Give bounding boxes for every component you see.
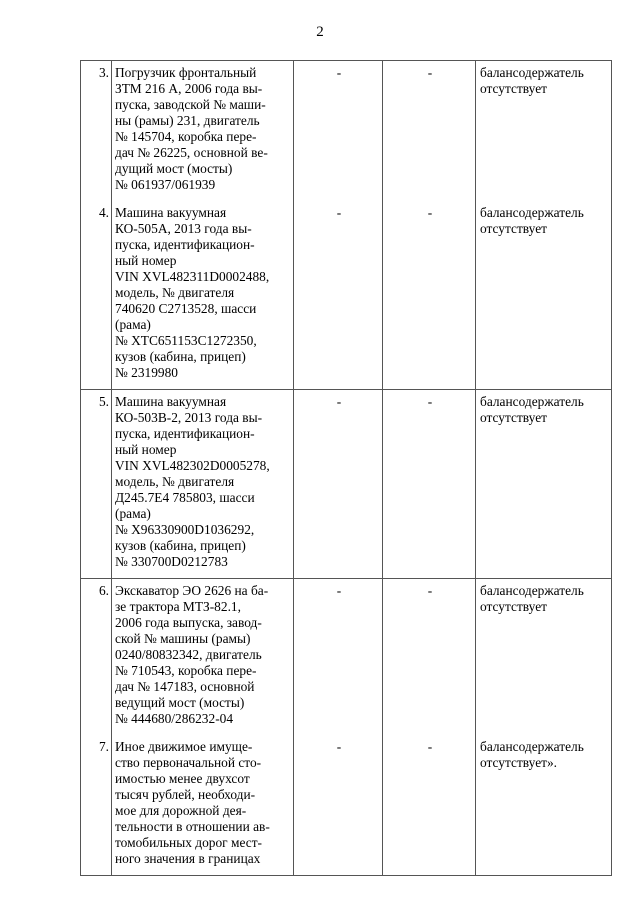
table-row	[81, 201, 612, 390]
item-description: Иное движимое имуще- ство первоначальной сто- имостью менее двухсот тысяч рублей, необходи- мое для дорожной дея- тельности в отношении ав- томобильных дорог мест- ного значения в границах	[112, 735, 294, 876]
row-number: 7.	[81, 735, 112, 876]
page-number: 2	[316, 24, 324, 40]
holder-status: балансодержатель отсутствует	[476, 201, 612, 390]
value-cell: -	[294, 579, 383, 736]
row-number: 5.	[81, 390, 112, 579]
table-row	[81, 579, 612, 736]
value-cell: -	[294, 390, 383, 579]
item-description: Экскаватор ЭО 2626 на ба- зе трактора МТЗ-82.1, 2006 года выпуска, завод- ской № машины (рамы) 0240/80832342, двигатель № 710543, коробка пере- дач № 147183, основной ведущий мост (мосты) № 444680/286232-04	[112, 579, 294, 736]
table-row	[81, 61, 612, 202]
row-number: 3.	[81, 61, 112, 202]
value-cell: -	[383, 390, 476, 579]
item-description: Погрузчик фронтальный ЗТМ 216 А, 2006 года вы- пуска, заводской № маши- ны (рамы) 231, двигатель № 145704, коробка пере- дач № 26225, основной ве- дущий мост (мосты) № 061937/061939	[112, 61, 294, 202]
value-cell: -	[294, 201, 383, 390]
holder-status: балансодержатель отсутствует	[476, 579, 612, 736]
item-description: Машина вакуумная КО-505А, 2013 года вы- пуска, идентификацион- ный номер VIN XVL482311D0002488, модель, № двигателя 740620 С2713528, шасси (рама) № ХТС651153С1272350, кузов (кабина, прицеп) № 2319980	[112, 201, 294, 390]
table-row	[81, 735, 612, 876]
value-cell: -	[383, 735, 476, 876]
value-cell: -	[294, 735, 383, 876]
value-cell: -	[383, 201, 476, 390]
value-cell: -	[383, 61, 476, 202]
row-number: 6.	[81, 579, 112, 736]
row-number: 4.	[81, 201, 112, 390]
value-cell: -	[294, 61, 383, 202]
value-cell: -	[383, 579, 476, 736]
table-row	[81, 390, 612, 579]
holder-status: балансодержатель отсутствует».	[476, 735, 612, 876]
holder-status: балансодержатель отсутствует	[476, 61, 612, 202]
item-description: Машина вакуумная КО-503В-2, 2013 года вы- пуска, идентификацион- ный номер VIN XVL482302D0005278, модель, № двигателя Д245.7Е4 785803, шасси (рама) № Х96330900D1036292, кузов (кабина, прицеп) № 330700D0212783	[112, 390, 294, 579]
holder-status: балансодержатель отсутствует	[476, 390, 612, 579]
property-table	[80, 60, 612, 876]
